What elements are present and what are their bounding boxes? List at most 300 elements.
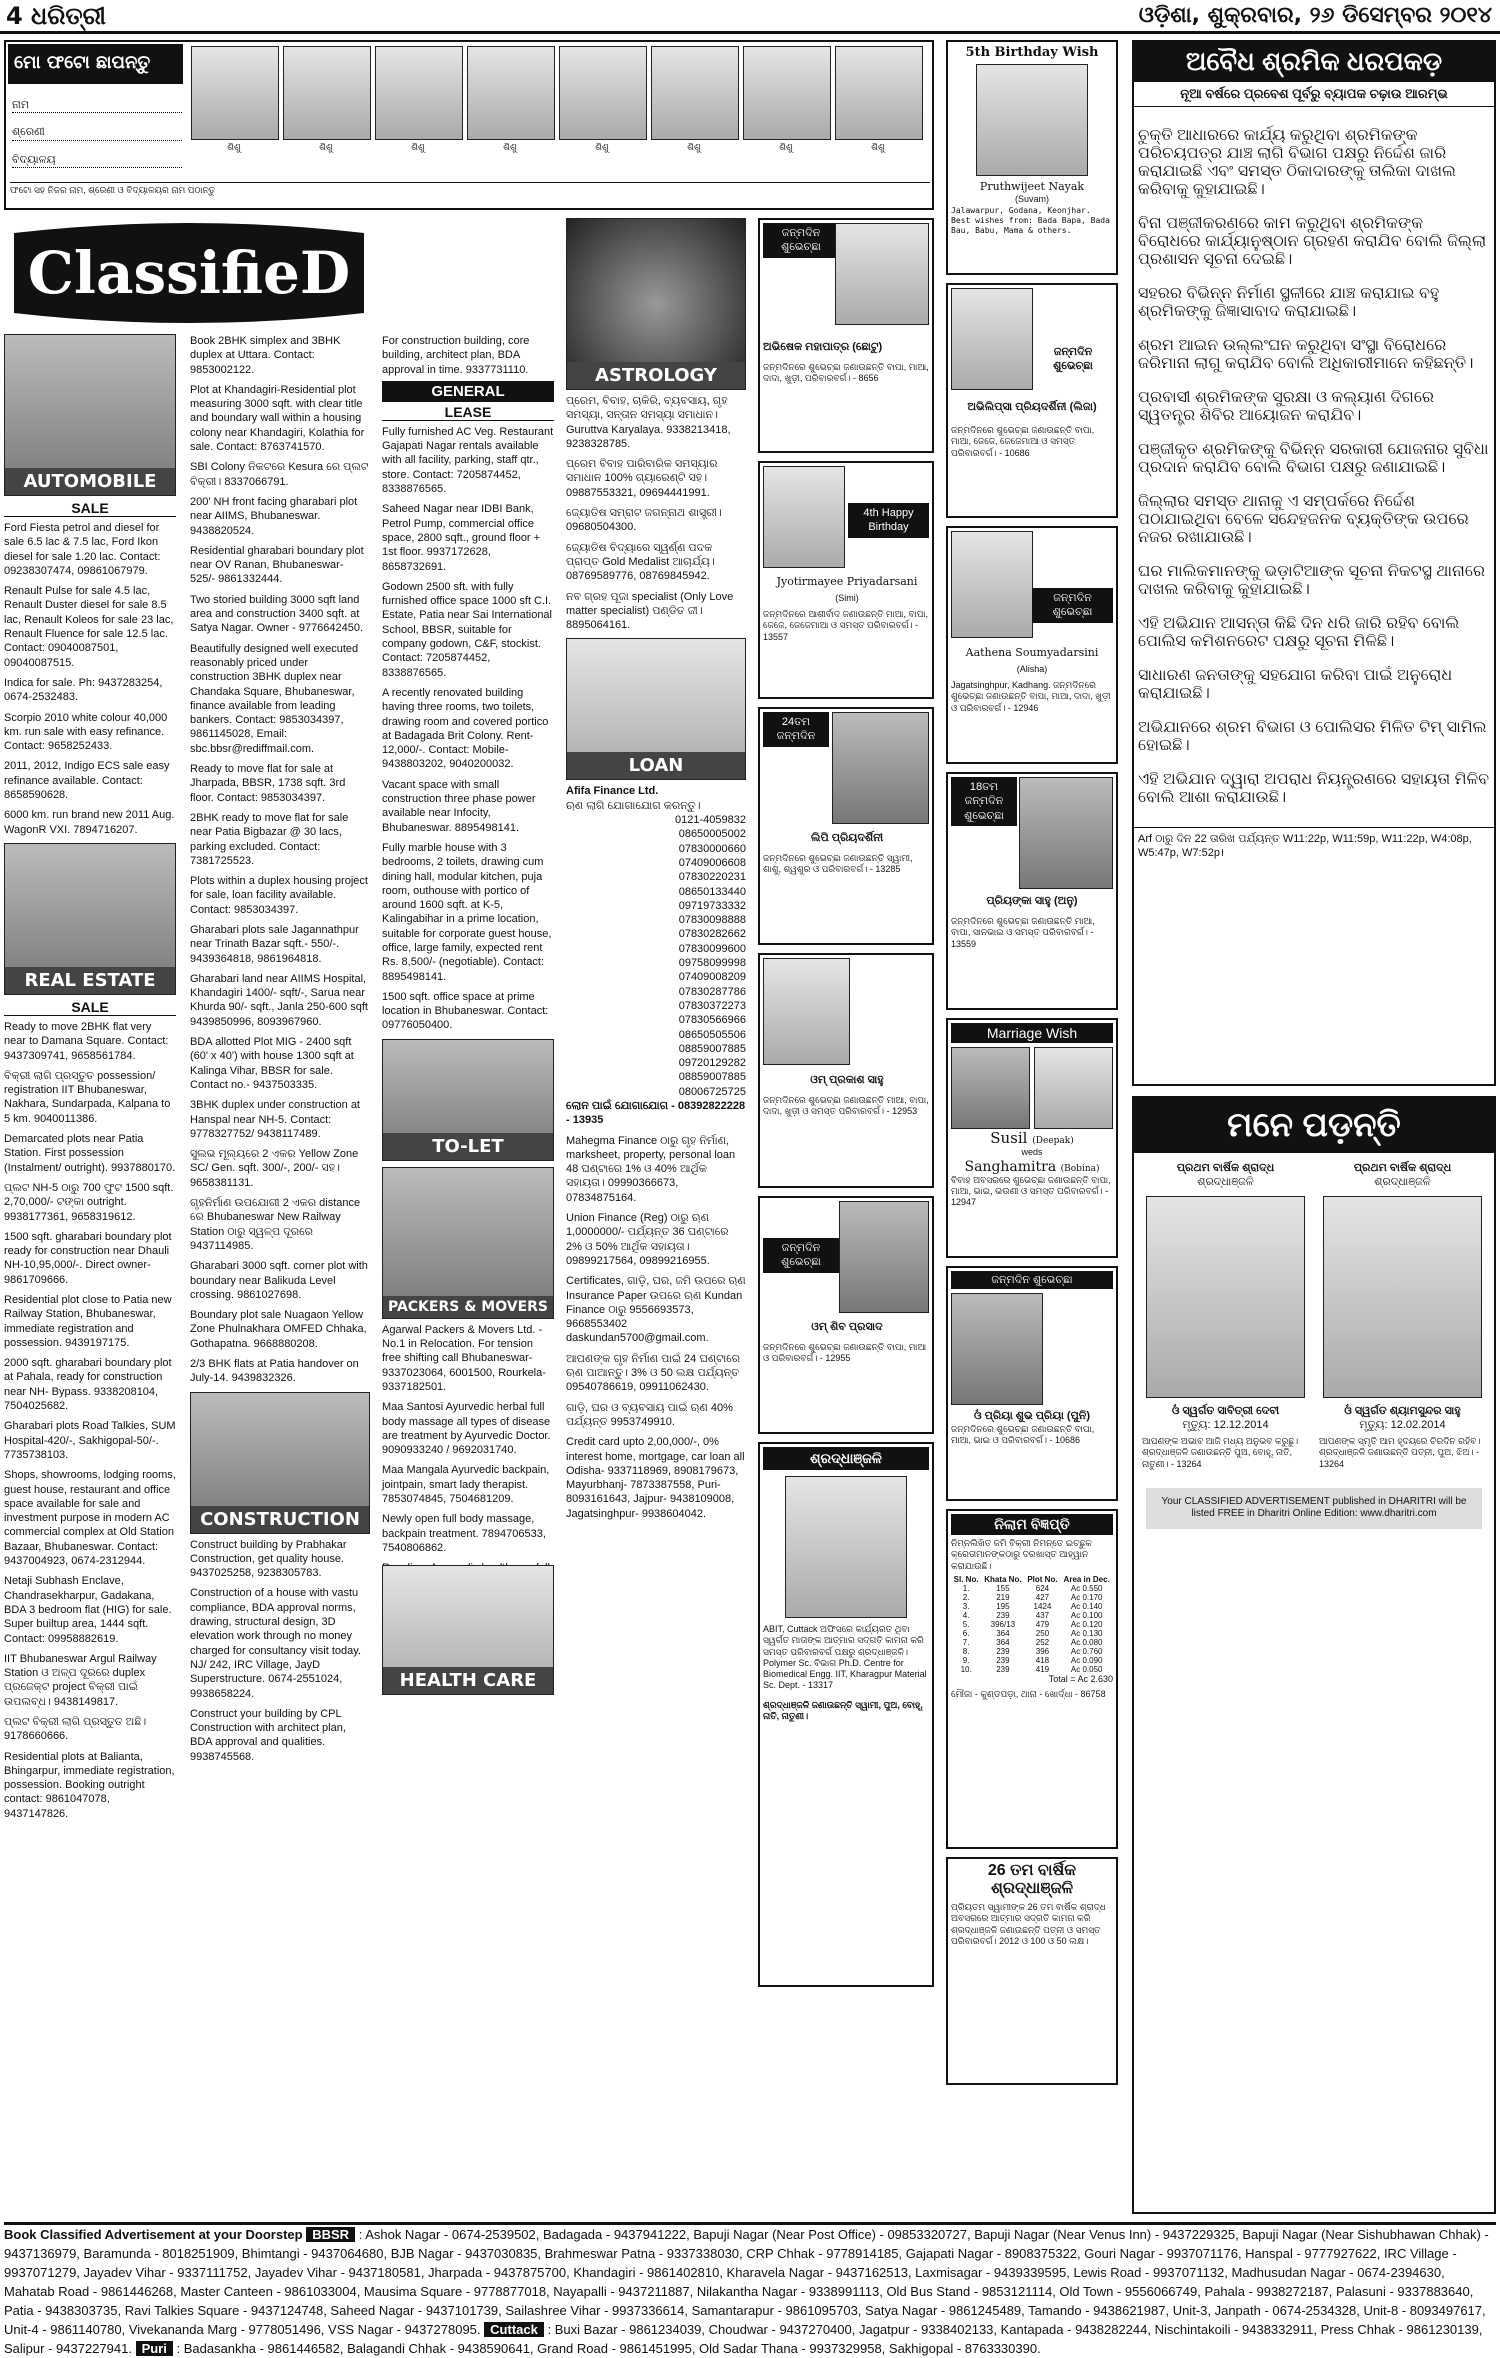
- classified-ad: Residential plot close to Patia new Railway Station, Bhubaneswar, immediate registration and possession. 9439197175.: [4, 1293, 172, 1349]
- land-table-cell: 364: [996, 1628, 1010, 1638]
- classified-ad: ଗୃହନିର୍ମାଣ ଉପଯୋଗୀ 2 ଏକର distance ରେ Bhubaneswar New Railway Station ଠାରୁ ସ୍ୱଳ୍ପ ଦୂରରେ 9437114985.: [190, 1197, 361, 1252]
- bottom-tag-puri: Puri: [136, 2341, 173, 2356]
- classified-ad: ସୁଲଭ ମୂଲ୍ୟରେ 2 ଏକର Yellow Zone SC/ Gen. sqft. 300/-, 200/- ସହ। 9658381131.: [190, 1148, 359, 1189]
- classified-ad: ବିକ୍ରୀ ଲାଗି ପ୍ରସ୍ତୁତ possession/ registration IIT Bhubaneswar, Nakhara, Sundarpada, Kalpana to 5 km. 9040011386.: [4, 1069, 171, 1125]
- wish1-title: ଜନ୍ମଦିନ ଶୁଭେଚ୍ଛା: [763, 223, 839, 258]
- marriage-weds: weds: [1021, 1147, 1043, 1158]
- news-item: ଶ୍ରମ ଆଇନ ଉଲ୍ଲଂଘନ କରୁଥିବା ସଂସ୍ଥା ବିରୋଧରେ ଜରିମାନା ଲାଗୁ କରାଯିବ ବୋଲି ଅଧିକାରୀମାନେ କହିଛନ୍ତି।: [1138, 337, 1474, 372]
- birthday-wish-abhilipsa: [946, 283, 1118, 518]
- land-table-cell: 437: [1035, 1610, 1050, 1620]
- land-table-cell: 7.: [962, 1637, 970, 1647]
- land-table-cell: 239: [996, 1610, 1010, 1620]
- land-table-cell: 427: [1035, 1592, 1050, 1602]
- classified-ad: Residential gharabari boundary plot near OV Ranan, Bhubaneswar- 525/- 9861332444.: [190, 544, 364, 586]
- classified-ad: Boundary plot sale Nuagaon Yellow Zone Phulnakhara OMFED Chhaka, Gothapatna. 9668880208.: [190, 1309, 367, 1350]
- wish1-name: ଅଭିଷେକ ମହାପାତ୍ର (ଛୋଟୁ): [763, 341, 883, 353]
- land-table-cell: 1.: [962, 1583, 970, 1593]
- classified-ad: Godown 2500 sft. with fully furnished office space 1000 sft C.I. Estate, Patia near Sai International School, BBSR, suitable for company godown, C&F, stockist. Contact: 7205874452, 8338876565.: [382, 580, 552, 679]
- kid-photo-card: [375, 46, 461, 174]
- land-table-cell: 6.: [962, 1628, 970, 1638]
- land-table-row: [951, 1584, 1113, 1593]
- wish2-name: Jyotirmayee Priyadarsani: [776, 575, 918, 588]
- news-item: ଏହି ଅଭିଯାନ ଦ୍ୱାରା ଅପରାଧ ନିୟନ୍ତ୍ରଣରେ ସହାୟତା ମିଳିବ ବୋଲି ଆଶା କରାଯାଉଛି।: [1138, 771, 1490, 806]
- classified-ad: ପ୍ଲଟ NH-5 ଠାରୁ 700 ଫୁଟ 1500 sqft. 2,70,000/- ଟଙ୍କା outright. 9938177361, 9658319612.: [4, 1181, 174, 1223]
- classified-ad: Scorpio 2010 white colour 40,000 km. run sale with easy refinance. Contact: 9658252433.: [4, 711, 168, 753]
- page-date: ଓଡ଼ିଶା, ଶୁକ୍ରବାର, ୨୬ ଡିସେମ୍ବର ୨୦୧୪: [1138, 3, 1492, 28]
- b18-photo: [1019, 777, 1113, 889]
- land-footer: ମୌଜା - କୁଣ୍ଡପଡ଼ା, ଥାନା - ଖୋର୍ଦ୍ଧା - 86758: [951, 1689, 1106, 1699]
- bottom-contacts: [4, 2222, 1496, 2356]
- loan-image: [566, 638, 746, 780]
- news-footnote: Arf ଠାରୁ ଦିନ 22 ତାରିଖ ପର୍ଯ୍ୟନ୍ତ W11:22p, W11:59p, W11:22p, W4:08p, W5:47p, W7:52p।: [1134, 827, 1494, 865]
- land-table-header: Plot No.: [1027, 1574, 1058, 1584]
- land-table-cell: Ac 0.130: [1070, 1628, 1103, 1638]
- loan-label: LOAN: [567, 752, 745, 779]
- puni-name: ଓଁ ପ୍ରିୟା ଶୁଭ ପ୍ରିୟା: [973, 1410, 1064, 1423]
- land-table-cell: 219: [996, 1592, 1010, 1602]
- land-table-cell: 9.: [962, 1655, 970, 1665]
- kid-photo: [743, 46, 831, 140]
- classified-ad: ଜ୍ୟୋତିଷ ସମ୍ରାଟ ଜଗନ୍ନାଥ ଶାସ୍ତ୍ରୀ। 09680504300.: [566, 507, 722, 534]
- kid-photo-card: [743, 46, 829, 174]
- land-table-cell: 624: [1035, 1583, 1050, 1593]
- column-wishes-1: [758, 218, 934, 2214]
- column-wishes-2: [946, 40, 1118, 2214]
- loan-phone: 07830282662: [678, 928, 746, 941]
- wish2-nick: (Simi): [835, 593, 859, 603]
- memorial-cards: [1134, 1153, 1494, 1478]
- birthday-wish-aathena: [946, 526, 1118, 764]
- kid-photo: [467, 46, 555, 140]
- loan1-title: Afifa Finance Ltd.: [566, 785, 659, 798]
- wish4-text: ଜନ୍ମଦିନରେ ଶୁଭେଚ୍ଛା ଜଣାଉଛନ୍ତି ମାଆ, ବାପା, ଦାଦା, ଖୁଡ଼ୀ ଓ ସମସ୍ତ ପରିବାରବର୍ଗ। - 12953: [763, 1095, 929, 1117]
- kid-photo-card: [283, 46, 369, 174]
- obituary-card: [758, 1442, 934, 1987]
- kid-form-fields: [12, 98, 182, 168]
- packers-label: PACKERS & MOVERS: [383, 1296, 553, 1318]
- lease-label: LEASE: [382, 404, 554, 421]
- memorial-title: ମନେ ପଡ଼ନ୍ତି: [1134, 1098, 1494, 1153]
- wish-card-5: [758, 1196, 934, 1434]
- land-table-row: [951, 1620, 1113, 1629]
- wish5-text: ଜନ୍ମଦିନରେ ଶୁଭେଚ୍ଛା ଜଣାଉଛନ୍ତି ବାପା, ମାଆ ଓ ପରିବାରବର୍ଗ। - 12955: [763, 1342, 927, 1364]
- memorial-section: [1132, 1096, 1496, 2214]
- mem1-photo: [1146, 1196, 1305, 1398]
- land-table-cell: 396/13: [990, 1619, 1016, 1629]
- classified-ad: 200' NH front facing gharabari plot near AIIMS, Bhubaneswar. 9438820524.: [190, 495, 358, 537]
- wish-card-4: [758, 953, 934, 1188]
- classified-ad: Netaji Subhash Enclave, Chandrasekharpur, Gadakana, BDA 3 bedroom flat (HIG) for sale. Super builtup area, 1444 sqft. Contact: 09958882619.: [4, 1575, 172, 1645]
- kid-name: ଶିଶୁ: [871, 142, 885, 152]
- mem1-sub: ଶ୍ରଦ୍ଧାଞ୍ଜଳି: [1197, 1176, 1254, 1189]
- land-table-cell: 2.: [962, 1592, 970, 1602]
- land-table-cell: Ac 0.170: [1070, 1592, 1103, 1602]
- tolet-image: [382, 1039, 554, 1161]
- puni-text: ଜନ୍ମଦିନରେ ଶୁଭେଚ୍ଛା ଜଣାଉଛନ୍ତି ବାପା, ମାଆ, ଭାଇ ଓ ପରିବାରବର୍ଗ। - 10686: [951, 1423, 1095, 1445]
- wish-card-3: [758, 707, 934, 945]
- kid-photo: [191, 46, 279, 140]
- memorial-card-2: [1319, 1161, 1486, 1470]
- kid-photo: [375, 46, 463, 140]
- construction-image: [190, 1392, 370, 1534]
- classified-ad: Construction of a house with vastu compliance, BDA approval norms, drawing, structural design, 3D elevation work through no money charged for consultancy visit today. NJ/ 242, IRC Village, JayD Superstructure. 0674-2551024, 9938658224.: [190, 1587, 361, 1700]
- kid-photo: [283, 46, 371, 140]
- bottom-text-puri: : Badasankha - 9861446582, Balagandi Chhak - 9438590641, Grand Road - 9861451995, Old Sadar Thana - 9937329958, Sakhigopal - 8763330390.: [176, 2341, 1041, 2356]
- news-item: ପଞ୍ଜୀକୃତ ଶ୍ରମିକଙ୍କୁ ବିଭିନ୍ନ ସରକାରୀ ଯୋଜନାର ସୁବିଧା ପ୍ରଦାନ କରାଯିବ ବୋଲି ବିଭାଗ ପକ୍ଷରୁ ଜଣାଯାଇଛି।: [1138, 441, 1489, 476]
- wish-card-2: [758, 461, 934, 699]
- kid-photo-card: [835, 46, 921, 174]
- classified-ad: Fully furnished AC Veg. Restaurant Gajapati Nagar rentals available with all facility, parking, staff qtr., store. Contact: 7205874452, 8338876565.: [382, 425, 554, 496]
- wish3-photo: [832, 712, 929, 824]
- land-table-cell: 252: [1035, 1637, 1050, 1647]
- obit-photo: [785, 1476, 907, 1618]
- abhilipsa-name: ଅଭିଲିପ୍ସା ପ୍ରିୟଦର୍ଶିନୀ (ଲିଜା): [967, 401, 1097, 413]
- bride-name: Sanghamitra: [964, 1158, 1057, 1175]
- classified-ad: Saheed Nagar near IDBI Bank, Petrol Pump, commercial office space, 2800 sqft., ground floor + 1st floor. 9937172628, 8658732691.: [382, 503, 541, 573]
- loan-phone: 08859007885: [678, 1042, 746, 1055]
- packers-image: [382, 1167, 554, 1319]
- classified-ad: 1500 sqft. office space at prime location in Bhubaneswar. Contact: 09776050400.: [382, 990, 549, 1032]
- classified-ad: Gharabari 3000 sqft. corner plot with boundary near Balikuda Level crossing. 9861027698.: [190, 1260, 368, 1301]
- loan1-numbers: [566, 813, 746, 1099]
- classified-ad: Ready to move 2BHK flat very near to Damana Square. Contact: 9437309741, 9658561784.: [4, 1020, 169, 1062]
- kid-strip-footer: ଫଟୋ ସହ ନିଜର ନାମ, ଶ୍ରେଣୀ ଓ ବିଦ୍ୟାଳୟର ନାମ ପଠାନ୍ତୁ: [10, 182, 930, 196]
- bottom-text-cuttack: : Buxi Bazar - 9861234039, Choudwar - 9437270400, Jagatpur - 9338402133, Kantapada - 9438282244, Nischintakoili - 9438332911, Press Chhak - 9861230139, Salipur - 9437227941.: [4, 2322, 1483, 2356]
- land-table-row: [951, 1656, 1113, 1665]
- anniversary-text: ପ୍ରିୟତମ ସ୍ୱାମୀଙ୍କ 26 ତମ ବାର୍ଷିକ ଶ୍ରାଦ୍ଧ ଅବସରରେ ଆତ୍ମାର ସଦ୍‌ଗତି କାମନା କରି ଶ୍ରଦ୍ଧାଞ୍ଜଳି ଜଣାଉଛନ୍ତି ପତ୍ନୀ ଓ ସମସ୍ତ ପରିବାରବର୍ଗ। 2012 ଓ 100 ଓ 50 ଲକ୍ଷ।: [951, 1902, 1106, 1946]
- classified-ad: ପ୍ଲଟ ବିକ୍ରୀ ଲାଗି ପ୍ରସ୍ତୁତ ଅଛି। 9178660666.: [4, 1716, 147, 1743]
- bride-nick: (Bobina): [1060, 1163, 1100, 1174]
- bottom-lead: Book Classified Advertisement at your Doorstep: [4, 2227, 303, 2242]
- land-table-row: [951, 1602, 1113, 1611]
- classified-ad: Demarcated plots near Patia Station. First possession (Instalment/ outright). 9937880170.: [4, 1133, 176, 1174]
- marriage-photos: [951, 1047, 1113, 1129]
- construction-label: CONSTRUCTION: [191, 1506, 369, 1533]
- aathena-photo: [951, 531, 1033, 638]
- loan-phone: 09719733332: [678, 899, 746, 912]
- wish2-photo: [763, 466, 845, 568]
- column-realestate-construction: [190, 334, 370, 2214]
- land-table-cell: 239: [996, 1655, 1010, 1665]
- obit-footer: ଶ୍ରଦ୍ଧାଞ୍ଜଳି ଜଣାଉଛନ୍ତି ସ୍ୱାମୀ, ପୁଅ, ବୋହୂ, ନାତି, ନାତୁଣୀ।: [763, 1699, 923, 1721]
- wish1-text: ଜନ୍ମଦିନରେ ଶୁଭେଚ୍ଛା ଜଣାଉଛନ୍ତି ବାପା, ମାଆ, ଦାଦା, ଖୁଡ଼ୀ, ପରିବାରବର୍ଗ। - 8656: [763, 362, 929, 384]
- kid-name: ଶିଶୁ: [595, 142, 609, 152]
- kid-photo-row: [191, 46, 931, 174]
- classified-ad: IIT Bhubaneswar Argul Railway Station ଓ ଅଳ୍ପ ଦୂରରେ duplex ପ୍ରଜେକ୍ଟ project ବିକ୍ରୀ ପାଇଁ ଉପଲବ୍ଧ। 9438149817.: [4, 1652, 157, 1708]
- healthcare-image: [382, 1565, 554, 1695]
- land-table-row: [951, 1638, 1113, 1647]
- loan2-ad: Mahegma Finance ଠାରୁ ଗୃହ ନିର୍ମାଣ, marksheet, property, personal loan 48 ଘଣ୍ଟାରେ 1% ଓ 40% ଆର୍ଥିକ ସହାୟତା। 09990366673, 07834875164.: [566, 1134, 736, 1204]
- land-table-cell: Ac 0.080: [1070, 1637, 1103, 1647]
- wish2-badge: 4th Happy Birthday: [848, 503, 929, 538]
- wish5-title: ଜନ୍ମଦିନ ଶୁଭେଚ୍ଛା: [763, 1238, 839, 1273]
- land-table: [951, 1575, 1113, 1674]
- wish-card-1: [758, 218, 934, 453]
- loan-phone: 09758099998: [678, 957, 746, 970]
- mem1-text: ଆପଣଙ୍କ ଅଭାବ ଆଜି ମଧ୍ୟ ଅନୁଭବ କରୁଛୁ। ଶ୍ରଦ୍ଧାଞ୍ଜଳି ଜଣାଉଛନ୍ତି ପୁଅ, ବୋହୂ, ନାତି, ନାତୁଣୀ। - 13264: [1142, 1436, 1299, 1469]
- groom-nick: (Deepak): [1032, 1136, 1074, 1146]
- mem2-text: ଆପଣଙ୍କ ସ୍ମୃତି ଆମ ହୃଦୟରେ ଚିରଦିନ ରହିବ। ଶ୍ରଦ୍ଧାଞ୍ଜଳି ଜଣାଉଛନ୍ତି ପତ୍ନୀ, ପୁଅ, ଝିଅ। - 13264: [1319, 1436, 1481, 1469]
- car-image: [4, 334, 176, 496]
- loan-phone: 07830287786: [678, 985, 746, 998]
- loan-phone: 08650005002: [678, 828, 746, 841]
- obit-text: ABIT, Cuttack ଅଫିସରେ କାର୍ଯ୍ୟରତ ଥିବା ସ୍ୱର୍ଗତ ମାତାଙ୍କ ଆତ୍ମାର ସଦ୍‌ଗତି କାମନା କରି ସମସ୍ତ ପରିବାରବର୍ଗ ପକ୍ଷରୁ ଶ୍ରଦ୍ଧାଞ୍ଜଳି। Polymer Sc. ବିଭାଗ Ph.D. Centre for Biomedical Engg. IIT, Kharagpur Material Sc. Dept. - 13317: [763, 1624, 927, 1691]
- sale-label: SALE: [4, 500, 176, 517]
- property-ads: [190, 334, 370, 1386]
- classified-ad: Two storied building 3000 sqft land area and construction 3400 sqft. at Satya Nagar. Owner - 9776642450.: [190, 593, 364, 635]
- construction-top-ad: For construction building, core building, architect plan, BDA approval in time. 9337731110.: [382, 335, 530, 376]
- kid-photo: [651, 46, 739, 140]
- classified-ad: 1500 sqft. gharabari boundary plot ready for construction near Dhauli NH-10,95,000/-. Direct owner-9861709666.: [4, 1230, 172, 1286]
- loan-phone: 08650505506: [678, 1028, 746, 1041]
- column-astrology-loan: [566, 218, 746, 2214]
- bottom-text-bbsr: : Ashok Nagar - 0674-2539502, Badagada - 9437941222, Bapuji Nagar (Near Post Office) - 09853320727, Bapuji Nagar (Near Venus Inn) - 9437229325, Bapuji Nagar (Near Sishubhawan Chhak) - 9437136979, Baramunda - 8018251909, Bhimtangi - 9437064680, BJB Nagar - 9437030835, Brahmeswar Patna - 9337338030, CRP Chhak - 9778914185, Gajapati Nagar - 8908375322, Gouri Nagar - 9937071176, Hanspal - 9777927622, IRC Village - 9937071279, Jayadev Vihar - 9337111752, Jayadev Vihar - 9437180581, Jharpada - 9437875700, Khandagiri - 9861402810, Kharavela Nagar - 9437162513, Laxmisagar - 9439339595, Lewis Road - 9937071132, Madhusudan Nagar - 0674-2394630, Mahatab Road - 9861446268, Master Canteen - 9861033004, Mausima Square - 9778877018, Nayapalli - 9437211887, Nilakantha Nagar - 9338991113, Old Bus Stand - 9853121114, Old Town - 9556066749, Pahala - 9938272187, Palasuni - 9337883640, Patia - 9438303735, Ravi Talkies Square - 9437124748, Saheed Nagar - 9437101739, Sailashree Vihar - 9937336614, Samantarapur - 9861095703, Satya Nagar - 9861245489, Tamando - 9438621987, Unit-3, Janpath - 0674-2534328, Unit-8 - 8093497617, Unit-4 - 9861140780, Vivekananda Marg - 9778051496, VSS Nagar - 9437278095.: [4, 2227, 1489, 2337]
- realestate-label: REAL ESTATE: [5, 967, 175, 994]
- land-total: Total = Ac 2.630: [1048, 1673, 1113, 1684]
- classified-ad: Gharabari land near AIIMS Hospital, Khandagiri 1400/- sqft/-, Sarua near Khurda 90/- sqft., Janla 250-600 sqft 9439850996, 8093967960.: [190, 972, 368, 1028]
- classified-ad: Beautifully designed well executed reasonably priced under construction 3BHK duplex near Chandaka Square, Bhubaneswar, finance available from leading bankers. Contact: 9853034397, 9861145028, Email: sbc.bbsr@rediffmail.com.: [190, 642, 359, 755]
- land-table-cell: Ac 0.760: [1070, 1646, 1103, 1656]
- classified-ad: Maa Mangala Ayurvedic backpain, jointpain, smart lady therapist. 7853074845, 7504681209.: [382, 1464, 550, 1506]
- loan-phone: 08650133440: [678, 885, 746, 898]
- classified-ad: 2BHK ready to move flat for sale near Patia Bigbazar @ 30 lacs, parking excluded. Contact: 7381725523.: [190, 811, 349, 867]
- puni-nick: (ପୁନି): [1066, 1410, 1091, 1423]
- land-table-cell: 10.: [960, 1664, 972, 1674]
- loan-phone: 07830000660: [678, 842, 746, 855]
- online-notice: Your CLASSIFIED ADVERTISEMENT published in DHARITRI will be listed FREE in Dharitri Online Edition: www.dharitri.com: [1146, 1488, 1482, 1529]
- column-general-lease: [382, 334, 554, 2214]
- kid-photo-strip: [4, 40, 934, 210]
- classified-ad: 2/3 BHK flats at Patia handover on July-14. 9439832326.: [190, 1358, 359, 1385]
- news-notice-box: [1132, 40, 1496, 1086]
- b18-text: ଜନ୍ମଦିନରେ ଶୁଭେଚ୍ଛା ଜଣାଉଛନ୍ତି ମାଆ, ବାପା, ସାନଭାଇ ଓ ସମସ୍ତ ପରିବାରବର୍ଗ। - 13559: [951, 916, 1095, 949]
- land-table-cell: 155: [996, 1583, 1010, 1593]
- news-title: ଅବୈଧ ଶ୍ରମିକ ଧରପକଡ଼: [1134, 42, 1494, 82]
- loan1-text: ଋଣ ଲାଗି ଯୋଗାଯୋଗ କରନ୍ତୁ।: [566, 799, 701, 812]
- page-header: [0, 0, 1500, 34]
- land-table-cell: Ac 0.100: [1070, 1610, 1103, 1620]
- aathena-nick: (Alisha): [1016, 664, 1048, 674]
- column-automobile-realestate: [4, 334, 176, 2214]
- loan5-ad: ଆପଣଙ୍କ ଗୃହ ନିର୍ମାଣ ପାଇଁ 24 ଘଣ୍ଟାରେ ଋଣ ପାଆନ୍ତୁ। 3% ଓ 50 ଲକ୍ଷ ପର୍ଯ୍ୟନ୍ତ 09540786619, 09911062430.: [566, 1352, 741, 1394]
- classified-logo-art: [4, 218, 374, 328]
- loan-phone: 07830372273: [678, 999, 746, 1012]
- mem1-date: ମୃତ୍ୟୁ: 12.12.2014: [1182, 1418, 1269, 1431]
- classified-ad: Plots within a duplex housing project for sale, loan facility available. Contact: 9853034397.: [190, 875, 368, 916]
- land-table-row: [951, 1629, 1113, 1638]
- classified-ad: Shops, showrooms, lodging rooms, guest house, restaurant and office space available for sale and investment purpose in modern AC commercial complex at Old Station Bazaar, Bhubaneswar. Contact: 9437004923, 0674-2312944.: [4, 1469, 176, 1568]
- land-table-cell: 479: [1035, 1619, 1050, 1629]
- news-item: ଜିଲ୍ଲାର ସମସ୍ତ ଥାନାକୁ ଏ ସମ୍ପର୍କରେ ନିର୍ଦ୍ଦେଶ ପଠାଯାଇଥିବା ବେଳେ ସନ୍ଦେହଜନକ ବ୍ୟକ୍ତିଙ୍କ ଉପରେ ନଜର ରଖାଯାଉଛି।: [1138, 493, 1469, 546]
- automobile-label: AUTOMOBILE: [5, 468, 175, 495]
- wish5-photo: [839, 1201, 929, 1313]
- land-table-header: Khata No.: [984, 1574, 1022, 1584]
- land-table-cell: 5.: [962, 1619, 970, 1629]
- land-text: ନିମ୍ନଲିଖିତ ଜମି ବିକ୍ରୀ ନିମନ୍ତେ ଇଚ୍ଛୁକ କ୍ରେତାମାନଙ୍କଠାରୁ ଦରଖାସ୍ତ ଆହ୍ୱାନ କରାଯାଉଛି।: [951, 1538, 1092, 1571]
- kid-field-name: ନାମ: [12, 99, 30, 111]
- classified-ad: Ford Fiesta petrol and diesel for sale 6.5 lac & 7.5 lac, Ford Ikon diesel for sale 1.20 lac. Contact: 09238307474, 09861067979.: [4, 522, 161, 577]
- classified-ad: Construct building by Prabhakar Construction, get quality house. 9437025258, 9238305783.: [190, 1538, 347, 1580]
- general-label: GENERAL: [382, 381, 554, 402]
- news-item: ଚୁକ୍ତି ଆଧାରରେ କାର୍ଯ୍ୟ କରୁଥିବା ଶ୍ରମିକଙ୍କ ପରିଚୟପତ୍ର ଯାଞ୍ଚ ଲାଗି ବିଭାଗ ପକ୍ଷରୁ ନିର୍ଦ୍ଦେଶ ଜାରି କରାଯାଇଛି ଏବଂ ସମସ୍ତ ଠିକାଦାରଙ୍କୁ ତାଲିକା ଦାଖଲ କରିବାକୁ କୁହାଯାଇଛି।: [1138, 127, 1456, 198]
- page-number: 4 ଧରିତ୍ରୀ: [6, 2, 107, 30]
- loan-phone: 07830098888: [678, 914, 746, 927]
- classified-ad: Construct your building by CPL Construction with architect plan, BDA approval and qualities. 9938745568.: [190, 1707, 346, 1763]
- wish2-text: ଜନ୍ମଦିନରେ ଆଶୀର୍ବାଦ ଜଣାଉଛନ୍ତି ମାଆ, ବାପା, ଜେଜେ, ଜେଜେମାଆ ଓ ସମସ୍ତ ପରିବାରବର୍ଗ। - 13557: [763, 609, 928, 642]
- kid-photo-card: [467, 46, 553, 174]
- kid-name: ଶିଶୁ: [687, 142, 701, 152]
- mem2-name: ଓଁ ସ୍ୱର୍ଗତ ଶ୍ୟାମସୁନ୍ଦର ସାହୁ: [1344, 1404, 1461, 1417]
- abhilipsa-photo: [951, 288, 1033, 390]
- lease-ads: [382, 425, 554, 1033]
- abhilipsa-title: ଜନ୍ମଦିନ ଶୁଭେଚ୍ଛା: [1053, 346, 1093, 373]
- land-table-cell: 4.: [962, 1610, 970, 1620]
- loan-phone: 09720129282: [678, 1057, 746, 1070]
- land-table-cell: 1424: [1033, 1601, 1052, 1611]
- anniversary-notice: [946, 1857, 1118, 2085]
- anniversary-title: 26 ତମ ବାର୍ଷିକ ଶ୍ରଦ୍ଧାଞ୍ଜଳି: [987, 1862, 1077, 1897]
- land-table-cell: Ac 0.050: [1070, 1664, 1103, 1674]
- loan-phone: 07409008209: [678, 971, 746, 984]
- land-table-row: [951, 1647, 1113, 1656]
- birthday-wish-5th: [946, 40, 1118, 275]
- classified-ad: BDA allotted Plot MIG - 2400 sqft (60' x 40') with house 1300 sqft at Kalinga Vihar, BBSR for sale. Contact no.- 9437503335.: [190, 1036, 354, 1091]
- marriage-title: Marriage Wish: [951, 1023, 1113, 1043]
- kid-photo-card: [191, 46, 277, 174]
- aathena-name: Aathena Soumyadarsini: [965, 646, 1099, 659]
- kid-name: ଶିଶୁ: [227, 142, 241, 152]
- land-table-cell: 3.: [962, 1601, 970, 1611]
- bw5-photo: [976, 64, 1088, 176]
- astrology-ads: [566, 394, 746, 632]
- classified-ad: Indica for sale. Ph: 9437283254, 0674-2532483.: [4, 676, 163, 704]
- loan-phone: 07830220231: [678, 871, 746, 884]
- land-table-cell: 419: [1035, 1664, 1050, 1674]
- loan3-ad: Union Finance (Reg) ଠାରୁ ଋଣ 1,0000000/- ପର୍ଯ୍ୟନ୍ତ 36 ଘଣ୍ଟାରେ 2% ଓ 50% ଆର୍ଥିକ ସହାୟତା। 09899217564, 09899216955.: [566, 1212, 729, 1267]
- news-items: [1134, 107, 1494, 827]
- wish5-name: ଓମ୍ ଶିବ ପ୍ରସାଦ: [811, 1321, 883, 1333]
- loan1-footer: ଲୋନ ପାଇଁ ଯୋଗାଯୋଗ - 08392822228 - 13935: [566, 1099, 746, 1127]
- loan-phone: 07830099600: [678, 942, 746, 955]
- obit-title: ଶ୍ରଦ୍ଧାଞ୍ଜଳି: [763, 1447, 929, 1470]
- loan-phone: 08006725725: [678, 1085, 746, 1098]
- puni-title: ଜନ୍ମଦିନ ଶୁଭେଚ୍ଛା: [951, 1271, 1113, 1289]
- land-notice: [946, 1509, 1118, 1849]
- land-table-cell: Ac 0.140: [1070, 1601, 1103, 1611]
- news-item: ପ୍ରବାସୀ ଶ୍ରମିକଙ୍କ ସୁରକ୍ଷା ଓ କଲ୍ୟାଣ ଦିଗରେ ସ୍ୱତନ୍ତ୍ର ଶିବିର ଆୟୋଜନ କରାଯିବ।: [1138, 389, 1434, 424]
- classified-ad: ଜ୍ୟୋତିଷ ବିଦ୍ୟାରେ ସ୍ୱର୍ଣ୍ଣ ପଦକ ପ୍ରାପ୍ତ Gold Medalist ଆଚାର୍ଯ୍ୟ। 08769589776, 08769845942.: [566, 541, 715, 583]
- house-image: [4, 843, 176, 995]
- mem2-date: ମୃତ୍ୟୁ: 12.02.2014: [1359, 1418, 1446, 1431]
- land-table-row: [951, 1611, 1113, 1620]
- classified-ad: Vacant space with small construction three phase power available near Infocity, Bhubaneswar. 8895498141.: [382, 778, 536, 834]
- land-table-header: Area in Dec.: [1063, 1574, 1110, 1584]
- automobile-ads: [4, 521, 176, 837]
- news-item: ଘର ମାଲିକମାନଙ୍କୁ ଭଡ଼ାଟିଆଙ୍କ ସୂଚନା ନିକଟସ୍ଥ ଥାନାରେ ଦାଖଲ କରିବାକୁ କୁହାଯାଇଛି।: [1138, 563, 1485, 598]
- aathena-text: Jagatsinghpur, Kadhang. ଜନ୍ମଦିନରେ ଶୁଭେଚ୍ଛା ଜଣାଉଛନ୍ତି ବାପା, ମାଆ, ଦାଦା, ଖୁଡ଼ୀ ଓ ପରିବାରବର୍ଗ। - 12946: [951, 680, 1111, 713]
- loan-phone: 07830566966: [678, 1014, 746, 1027]
- tolet-label: TO-LET: [383, 1133, 553, 1160]
- loan6-ad: ଗାଡ଼ି, ଘର ଓ ବ୍ୟବସାୟ ପାଇଁ ଋଣ 40% ପର୍ଯ୍ୟନ୍ତ 9953749910.: [566, 1401, 733, 1428]
- classified-logo: [4, 218, 374, 328]
- classified-ad: Renault Pulse for sale 4.5 lac, Renault Duster diesel for sale 8.5 lac, Renault Koleos for sale 23 lac, Renault Fluence for sale 12.5 lac. Contact: 09040087501, 09040087515.: [4, 585, 174, 669]
- classified-ad: SBI Colony ନିକଟରେ Kesura ରେ ପ୍ଲଟ ବିକ୍ରୀ। 8337066791.: [190, 461, 369, 488]
- land-table-cell: Ac 0.120: [1070, 1619, 1103, 1629]
- kid-photo: [835, 46, 923, 140]
- classified-ad: Agarwal Packers & Movers Ltd. - No.1 in Relocation. For tension free shifting call Bhubaneswar- 9337023064, 6001500, Rourkela- 9337182501.: [382, 1323, 546, 1393]
- land-table-cell: 239: [996, 1664, 1010, 1674]
- loan7-ad: Credit card upto 2,00,000/-, 0% interest home, mortgage, car loan all Odisha- 9337118969, 8908179673, Mayurbhanj- 7873387558, Puri- 8093161643, Jajpur- 9438109008, Jagatsinghpur- 9938604042.: [566, 1436, 745, 1520]
- land-table-row: [951, 1665, 1113, 1674]
- marriage-wish: [946, 1018, 1118, 1258]
- bride-photo: [1034, 1047, 1113, 1129]
- astrology-image: [566, 218, 746, 390]
- classified-ad: Ready to move flat for sale at Jharpada, BBSR, 1738 sqft. 3rd floor. Contact: 9853034397.: [190, 763, 346, 804]
- birthday-wish-puni: [946, 1266, 1118, 1501]
- kid-photo-card: [651, 46, 737, 174]
- kid-field-school: ବିଦ୍ୟାଳୟ: [12, 153, 56, 166]
- construction-ads: [190, 1538, 370, 1764]
- puni-photo: [951, 1293, 1043, 1405]
- classified-ad: Book 2BHK simplex and 3BHK duplex at Uttara. Contact: 9853002122.: [190, 335, 341, 376]
- kid-photo: [559, 46, 647, 140]
- marriage-text: ବିବାହ ଅବସରରେ ଶୁଭେଚ୍ଛା ଜଣାଉଛନ୍ତି ବାପା, ମାଆ, ଭାଇ, ଭଉଣୀ ଓ ସମସ୍ତ ପରିବାରବର୍ଗ। - 12947: [951, 1174, 1111, 1208]
- land-table-cell: 239: [996, 1646, 1010, 1656]
- land-table-cell: 250: [1035, 1628, 1050, 1638]
- wish3-text: ଜନ୍ମଦିନରେ ଶୁଭେଚ୍ଛା ଜଣାଉଛନ୍ତି ସ୍ୱାମୀ, ଶାଶୁ, ଶ୍ୱଶୁର ଓ ପରିବାରବର୍ଗ। - 13285: [763, 853, 913, 875]
- mem1-name: ଓଁ ସ୍ୱର୍ଗତ ସାବିତ୍ରୀ ଦେବୀ: [1171, 1404, 1280, 1417]
- aathena-title: ଜନ୍ମଦିନ ଶୁଭେଚ୍ଛା: [1032, 588, 1113, 623]
- mem1-head: ପ୍ରଥମ ବାର୍ଷିକ ଶ୍ରାଦ୍ଧ: [1176, 1162, 1275, 1174]
- classified-ad: ପ୍ରେମ, ବିବାହ, ଚାକିରି, ବ୍ୟବସାୟ, ଗୃହ ସମସ୍ୟା, ସନ୍ତାନ ସମସ୍ୟା ସମାଧାନ। Guruttva Karyalaya. 9338213418, 9238328785.: [566, 395, 731, 450]
- classified-ad: ନବ ଗ୍ରହ ପୂଜା specialist (Only Love matter specialist) ପଣ୍ଡିତ ଜୀ। 8895064161.: [566, 590, 734, 632]
- classified-ad: Maa Santosi Ayurvedic herbal full body massage all types of disease are treatment by Ayurvedic Doctor. 9090933240 / 9692031740.: [382, 1401, 551, 1457]
- mem2-photo: [1323, 1196, 1482, 1398]
- wish1-photo: [835, 223, 929, 325]
- news-item: ଏହି ଅଭିଯାନ ଆସନ୍ତା କିଛି ଦିନ ଧରି ଜାରି ରହିବ ବୋଲି ପୋଲିସ କମିଶନରେଟ ପକ୍ଷରୁ ସୂଚନା ମିଳିଛି।: [1138, 615, 1460, 650]
- kid-photo-card: [559, 46, 645, 174]
- classified-ad: A recently renovated building having three rooms, two toilets, drawing room and covered portico at Badagada Brit Colony. Rent- 12,000/-. Contact: Mobile- 9438803202, 9040200032.: [382, 686, 549, 771]
- land-table-cell: Ac 0.550: [1070, 1583, 1103, 1593]
- classified-ad: Gharabari plots Road Talkies, SUM Hospital-420/-, Sakhigopal-50/-. 7735738103.: [4, 1420, 176, 1461]
- loan-phone: 0121-4059832: [675, 814, 746, 827]
- classified-logo-text: ClassifieD: [27, 239, 351, 307]
- land-title: ନିଲାମ ବିଜ୍ଞପ୍ତି: [951, 1514, 1113, 1535]
- classified-ad: 2000 sqft. gharabari boundary plot at Pahala, ready for construction near NH- Bypass. 9338208104, 7504025682.: [4, 1357, 172, 1413]
- bw5-name: Pruthwijeet Nayak: [979, 180, 1085, 193]
- bw5-title: 5th Birthday Wish: [965, 45, 1099, 60]
- land-table-header: Sl. No.: [953, 1574, 979, 1584]
- astrology-label: ASTROLOGY: [567, 362, 745, 389]
- memorial-card-1: [1142, 1161, 1309, 1470]
- kid-name: ଶିଶୁ: [319, 142, 333, 152]
- land-table-cell: 364: [996, 1637, 1010, 1647]
- kid-name: ଶିଶୁ: [411, 142, 425, 152]
- classified-ad: Residential plots at Balianta, Bhingarpur, immediate registration, possession. Booking outright contact: 9861047078, 9437147826.: [4, 1750, 175, 1820]
- classified-ad: Newly open full body massage, backpain treatment. 7894706533, 7540806862.: [382, 1513, 546, 1554]
- wish3-badge: 24ତମ ଜନ୍ମଦିନ: [763, 712, 829, 747]
- b18-badge: 18ତମ ଜନ୍ମଦିନ ଶୁଭେଚ୍ଛା: [951, 777, 1017, 826]
- classified-ad: Gharabari plots sale Jagannathpur near Trinath Bazar sqft.- 550/-. 9439364818, 9861964818.: [190, 923, 359, 965]
- groom-photo: [951, 1047, 1030, 1129]
- wish3-name: ଲିପି ପ୍ରିୟଦର୍ଶିନୀ: [810, 832, 884, 844]
- bw5-text: Jalawarpur, Godana, Keonjhar. Best wishes from: Bada Bapa, Bada Bau, Babu, Mama & others.: [951, 205, 1110, 235]
- sale2-label: SALE: [4, 999, 176, 1016]
- loan-phone: 07409006608: [678, 856, 746, 869]
- birthday-wish-18th: [946, 772, 1118, 1010]
- land-table-cell: 396: [1035, 1646, 1050, 1656]
- kid-field-class: ଶ୍ରେଣୀ: [12, 126, 45, 139]
